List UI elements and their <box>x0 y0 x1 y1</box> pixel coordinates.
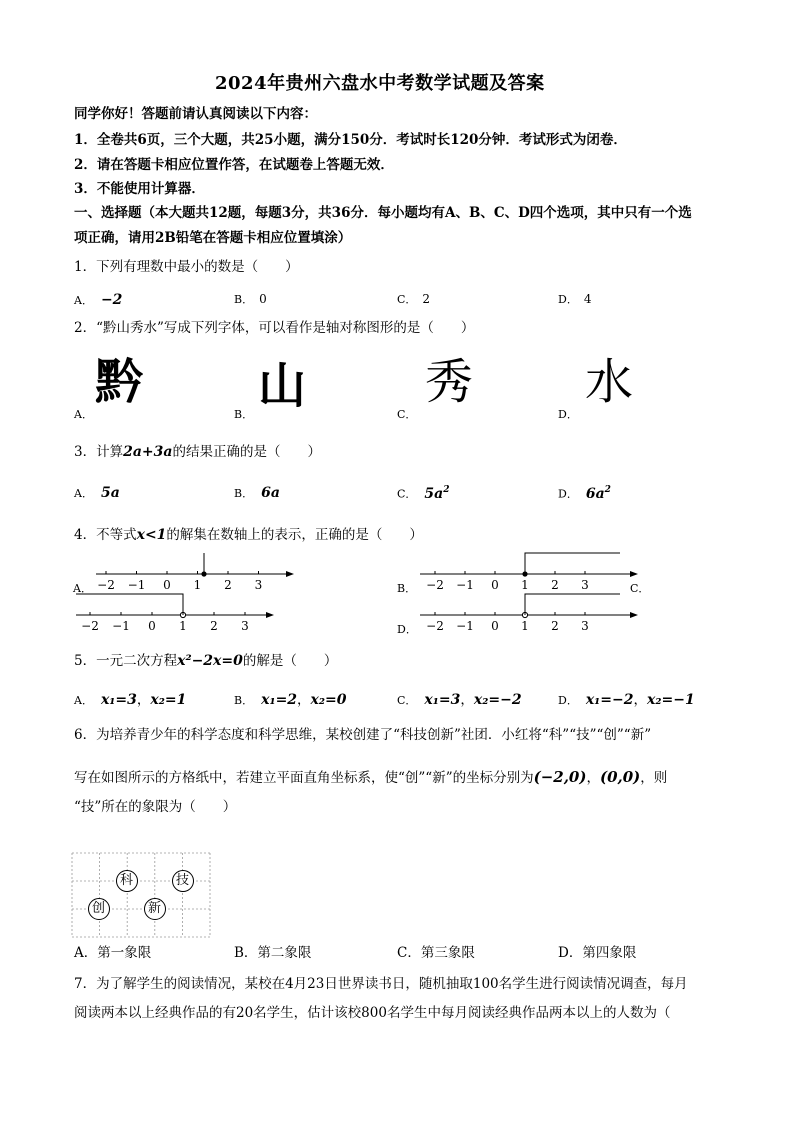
q4-label-d: D． <box>397 623 417 636</box>
q3-stem: 3．计算2a+3a的结果正确的是（ ） <box>74 444 321 460</box>
q2-char-a: 黔 <box>95 354 144 410</box>
q6-grid <box>72 853 212 939</box>
q2-label-a: A． <box>74 408 93 421</box>
tick-label: −2 <box>81 619 99 633</box>
q5-stem: 5．一元二次方程x²−2x=0的解是（ ） <box>74 653 338 669</box>
q3-option-a: A． 5a <box>74 485 120 501</box>
q6-option-b: B．第二象限 <box>234 945 312 961</box>
q6-option-d: D．第四象限 <box>558 945 637 961</box>
q5-option-c: C． x₁=3，x₂=−2 <box>397 692 522 708</box>
tick-label: −2 <box>426 578 444 592</box>
q6-line-3: “技”所在的象限为（ ） <box>74 799 237 815</box>
q1-option-d: D． 4 <box>558 292 592 306</box>
q2-label-b: B． <box>234 408 254 421</box>
q4-stem: 4．不等式x<1的解集在数轴上的表示，正确的是（ ） <box>74 527 423 543</box>
q5-option-a: A． x₁=3，x₂=1 <box>74 692 187 708</box>
q5-option-b: B． x₁=2，x₂=0 <box>234 692 347 708</box>
tick-label: −1 <box>112 619 130 633</box>
tick-label: −1 <box>456 578 474 592</box>
tick-label: 1 <box>521 619 529 633</box>
q6-line-2: 写在如图所示的方格纸中，若建立平面直角坐标系，使“创”“新”的坐标分别为(−2,0)，(0,0)，则 <box>74 768 668 786</box>
intro-rule-1: 1．全卷共6页，三个大题，共25小题，满分150分．考试时长120分钟．考试形式为闭卷． <box>74 132 627 148</box>
tick-label: −2 <box>97 578 115 592</box>
tick-label: −1 <box>127 578 146 592</box>
q4-number-line-a <box>76 549 306 592</box>
q6-option-c: C．第三象限 <box>397 945 475 961</box>
tick-label: 2 <box>551 578 559 592</box>
q2-stem: 2．“黔山秀水”写成下列字体，可以看作是轴对称图形的是（ ） <box>74 320 475 336</box>
q6-line-1: 6．为培养青少年的科学态度和科学思维，某校创建了“科技创新”社团．小红将“科”“技”“创”“新” <box>74 727 652 743</box>
tick-label: 0 <box>491 578 499 592</box>
q1-option-b: B． 0 <box>234 292 267 306</box>
q2-char-b: 山 <box>258 358 307 414</box>
q2-char-c: 秀 <box>425 354 474 410</box>
tick-label: 1 <box>521 578 529 592</box>
q2-label-c: C． <box>397 408 417 421</box>
q1-option-c: C． 2 <box>397 292 431 306</box>
q2-char-d: 水 <box>585 354 634 410</box>
section-1-line-1: 一、选择题（本大题共12题，每题3分，共36分．每小题均有A、B、C、D四个选项，其中只有一个选 <box>74 205 692 221</box>
q3-option-d: D． $6a^2$ <box>558 485 611 502</box>
intro-rule-3: 3．不能使用计算器． <box>74 181 205 197</box>
q4-number-line-c <box>76 590 306 633</box>
intro-greeting: 同学你好！答题前请认真阅读以下内容： <box>74 106 317 122</box>
tick-label: 2 <box>551 619 559 633</box>
tick-label: 2 <box>210 619 218 633</box>
tick-label: −2 <box>426 619 444 633</box>
q2-label-d: D． <box>558 408 578 421</box>
tick-label: 3 <box>581 619 589 633</box>
q1-stem: 1．下列有理数中最小的数是（ ） <box>74 259 299 275</box>
intro-rule-2: 2．请在答题卡相应位置作答，在试题卷上答题无效． <box>74 157 394 173</box>
tick-label: 0 <box>163 578 171 592</box>
q6-option-a: A．第一象限 <box>74 945 152 961</box>
q4-label-c: C． <box>630 582 650 595</box>
q6-char-chuang: 创 <box>92 901 106 916</box>
tick-label: 3 <box>241 619 249 633</box>
tick-label: −1 <box>456 619 474 633</box>
tick-label: 1 <box>193 578 202 592</box>
tick-label: 1 <box>179 619 187 633</box>
tick-label: 0 <box>491 619 499 633</box>
q4-number-line-d <box>420 590 650 633</box>
tick-label: 0 <box>148 619 156 633</box>
q6-char-ji: 技 <box>176 873 190 888</box>
q3-option-c: C． $5a^2$ <box>397 485 450 502</box>
q7-line-1: 7．为了解学生的阅读情况，某校在4月23日世界读书日，随机抽取100名学生进行阅读情况调查，每月 <box>74 976 688 992</box>
q4-label-a: A． <box>73 582 92 595</box>
q1-option-a: A． −2 <box>74 292 123 308</box>
tick-label: 2 <box>224 578 232 592</box>
tick-label: 3 <box>254 578 263 592</box>
q5-option-d: D． x₁=−2，x₂=−1 <box>558 692 695 708</box>
tick-label: 3 <box>581 578 589 592</box>
page-title: 2024年贵州六盘水中考数学试题及答案 <box>215 73 545 94</box>
q3-option-b: B． 6a <box>234 485 280 501</box>
q4-label-b: B． <box>397 582 417 595</box>
q6-char-ke: 科 <box>120 873 134 888</box>
q7-line-2: 阅读两本以上经典作品的有20名学生，估计该校800名学生中每月阅读经典作品两本以上的人数为（ <box>74 1005 671 1021</box>
q4-number-line-b <box>420 549 650 592</box>
q6-char-xin: 新 <box>148 901 162 916</box>
section-1-line-2: 项正确，请用2B铅笔在答题卡相应位置填涂） <box>74 230 352 246</box>
